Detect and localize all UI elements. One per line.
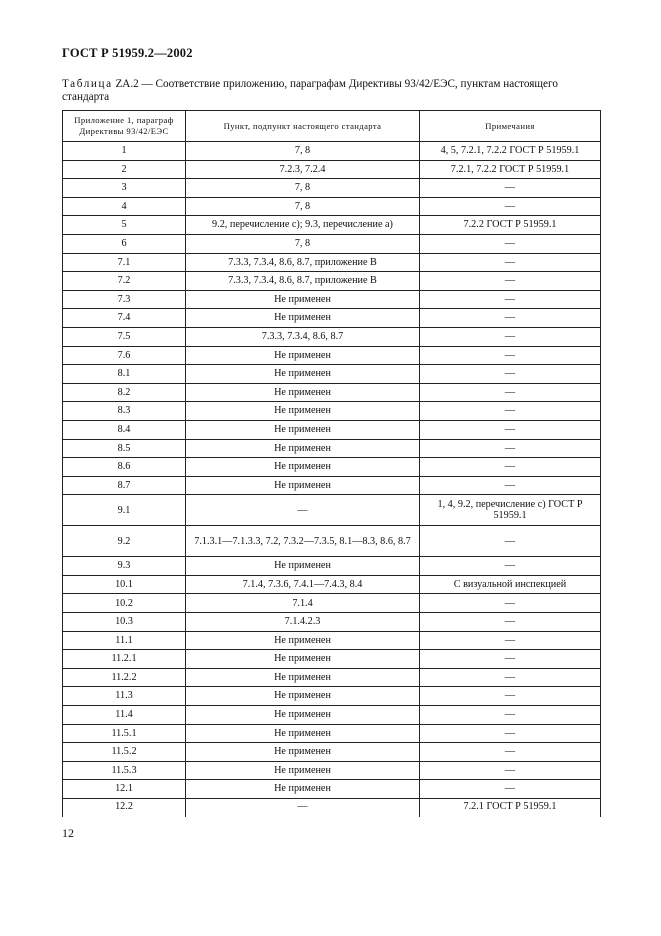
cell-standard-clause: Не применен <box>186 309 420 328</box>
cell-annex-paragraph: 11.4 <box>63 706 186 725</box>
table-row <box>63 476 601 495</box>
table-row <box>63 743 601 762</box>
cell-notes: — <box>420 631 601 650</box>
cell-standard-clause: Не применен <box>186 687 420 706</box>
cell-annex-paragraph: 6 <box>63 234 186 253</box>
cell-standard-clause: Не применен <box>186 476 420 495</box>
cell-notes: — <box>420 179 601 198</box>
cell-notes: — <box>420 476 601 495</box>
cell-annex-paragraph: 8.1 <box>63 365 186 384</box>
cell-annex-paragraph: 8.6 <box>63 458 186 477</box>
table-row <box>63 160 601 179</box>
cell-notes: — <box>420 197 601 216</box>
cell-annex-paragraph: 7.1 <box>63 253 186 272</box>
column-header-annex: Приложение 1, параграф Директивы 93/42/ЕЭС <box>63 111 186 142</box>
cell-notes: 1, 4, 9.2, перечисление с) ГОСТ Р 51959.1 <box>420 495 601 526</box>
cell-notes: — <box>420 458 601 477</box>
cell-notes: — <box>420 309 601 328</box>
cell-standard-clause: 7.1.4 <box>186 594 420 613</box>
cell-notes: — <box>420 743 601 762</box>
cell-notes: — <box>420 780 601 799</box>
table-row <box>63 458 601 477</box>
cell-notes: 7.2.1, 7.2.2 ГОСТ Р 51959.1 <box>420 160 601 179</box>
table-caption-lead: Таблица <box>62 78 113 90</box>
table-row <box>63 253 601 272</box>
cell-notes: — <box>420 557 601 576</box>
cell-standard-clause: Не применен <box>186 290 420 309</box>
cell-annex-paragraph: 7.2 <box>63 272 186 291</box>
cell-notes: С визуальной инспекцией <box>420 575 601 594</box>
cell-annex-paragraph: 9.2 <box>63 526 186 557</box>
table-row <box>63 420 601 439</box>
table-row <box>63 272 601 291</box>
cell-notes: — <box>420 761 601 780</box>
cell-standard-clause: Не применен <box>186 439 420 458</box>
table-row <box>63 780 601 799</box>
cell-standard-clause: 7.3.3, 7.3.4, 8.6, 8.7, приложение В <box>186 272 420 291</box>
cell-annex-paragraph: 12.2 <box>63 799 186 818</box>
table-row <box>63 799 601 818</box>
cell-standard-clause: Не применен <box>186 724 420 743</box>
cell-annex-paragraph: 7.3 <box>63 290 186 309</box>
cell-annex-paragraph: 8.7 <box>63 476 186 495</box>
cell-annex-paragraph: 10.3 <box>63 613 186 632</box>
table-row <box>63 668 601 687</box>
cell-standard-clause: Не применен <box>186 557 420 576</box>
cell-standard-clause: 7.1.4, 7.3.6, 7.4.1—7.4.3, 8.4 <box>186 575 420 594</box>
cell-annex-paragraph: 4 <box>63 197 186 216</box>
cell-standard-clause: Не применен <box>186 706 420 725</box>
cell-standard-clause: 9.2, перечисление с); 9.3, перечисление а) <box>186 216 420 235</box>
cell-standard-clause: Не применен <box>186 346 420 365</box>
cell-annex-paragraph: 7.4 <box>63 309 186 328</box>
cell-notes: — <box>420 687 601 706</box>
cell-notes: — <box>420 327 601 346</box>
table-row <box>63 495 601 526</box>
cell-notes: — <box>420 346 601 365</box>
cell-standard-clause: Не применен <box>186 458 420 477</box>
table-row <box>63 290 601 309</box>
cell-annex-paragraph: 10.1 <box>63 575 186 594</box>
table-row <box>63 724 601 743</box>
cell-notes: — <box>420 594 601 613</box>
cell-notes: — <box>420 365 601 384</box>
cell-standard-clause: Не применен <box>186 631 420 650</box>
table-row <box>63 197 601 216</box>
table-row <box>63 142 601 161</box>
cell-annex-paragraph: 2 <box>63 160 186 179</box>
cell-annex-paragraph: 11.5.2 <box>63 743 186 762</box>
cell-notes: — <box>420 234 601 253</box>
page-number: 12 <box>62 826 74 840</box>
cell-standard-clause: Не применен <box>186 650 420 669</box>
table-row <box>63 383 601 402</box>
cell-annex-paragraph: 8.4 <box>63 420 186 439</box>
cell-standard-clause: 7.1.4.2.3 <box>186 613 420 632</box>
cell-standard-clause: 7.2.3, 7.2.4 <box>186 160 420 179</box>
cell-notes: — <box>420 706 601 725</box>
cell-annex-paragraph: 11.1 <box>63 631 186 650</box>
table-row <box>63 327 601 346</box>
column-header-notes: Примечания <box>420 111 601 142</box>
cell-annex-paragraph: 9.3 <box>63 557 186 576</box>
table-row <box>63 234 601 253</box>
column-header-clause: Пункт, подпункт настоящего стандарта <box>186 111 420 142</box>
table-row <box>63 365 601 384</box>
table-row <box>63 402 601 421</box>
table-row <box>63 594 601 613</box>
cell-annex-paragraph: 3 <box>63 179 186 198</box>
cell-annex-paragraph: 1 <box>63 142 186 161</box>
table-caption-text: ZA.2 — Соответствие приложению, параграфам Директивы 93/42/ЕЭС, пунктам настоящего стандарта <box>62 78 558 103</box>
table-row <box>63 439 601 458</box>
cell-notes: — <box>420 383 601 402</box>
cell-annex-paragraph: 8.3 <box>63 402 186 421</box>
cell-standard-clause: 7.1.3.1—7.1.3.3, 7.2, 7.3.2—7.3.5, 8.1—8.3, 8.6, 8.7 <box>186 526 420 557</box>
cell-standard-clause: 7, 8 <box>186 142 420 161</box>
cell-standard-clause: Не применен <box>186 668 420 687</box>
document-header: ГОСТ Р 51959.2—2002 <box>62 46 193 60</box>
cell-notes: — <box>420 253 601 272</box>
cell-standard-clause: — <box>186 495 420 526</box>
cell-annex-paragraph: 7.6 <box>63 346 186 365</box>
table-row <box>63 687 601 706</box>
cell-standard-clause: Не применен <box>186 743 420 762</box>
cell-notes: — <box>420 613 601 632</box>
cell-standard-clause: Не применен <box>186 402 420 421</box>
cell-annex-paragraph: 12.1 <box>63 780 186 799</box>
cell-notes: — <box>420 650 601 669</box>
cell-annex-paragraph: 11.2.2 <box>63 668 186 687</box>
cell-annex-paragraph: 10.2 <box>63 594 186 613</box>
cell-standard-clause: Не применен <box>186 780 420 799</box>
table-caption <box>62 78 602 104</box>
cell-notes: — <box>420 526 601 557</box>
correspondence-table <box>62 110 601 817</box>
cell-standard-clause: — <box>186 799 420 818</box>
cell-annex-paragraph: 7.5 <box>63 327 186 346</box>
cell-annex-paragraph: 8.2 <box>63 383 186 402</box>
cell-notes: — <box>420 272 601 291</box>
cell-notes: 4, 5, 7.2.1, 7.2.2 ГОСТ Р 51959.1 <box>420 142 601 161</box>
table-body <box>63 142 601 818</box>
cell-annex-paragraph: 8.5 <box>63 439 186 458</box>
cell-annex-paragraph: 11.3 <box>63 687 186 706</box>
cell-annex-paragraph: 11.5.3 <box>63 761 186 780</box>
table-row <box>63 557 601 576</box>
cell-standard-clause: Не применен <box>186 761 420 780</box>
cell-notes: — <box>420 724 601 743</box>
cell-standard-clause: 7.3.3, 7.3.4, 8.6, 8.7 <box>186 327 420 346</box>
table-row <box>63 613 601 632</box>
table-row <box>63 706 601 725</box>
table-row <box>63 631 601 650</box>
cell-annex-paragraph: 9.1 <box>63 495 186 526</box>
table-row <box>63 650 601 669</box>
cell-standard-clause: 7, 8 <box>186 197 420 216</box>
cell-standard-clause: Не применен <box>186 420 420 439</box>
cell-standard-clause: 7, 8 <box>186 179 420 198</box>
cell-standard-clause: 7.3.3, 7.3.4, 8.6, 8.7, приложение В <box>186 253 420 272</box>
table-row <box>63 179 601 198</box>
cell-annex-paragraph: 11.5.1 <box>63 724 186 743</box>
cell-notes: 7.2.1 ГОСТ Р 51959.1 <box>420 799 601 818</box>
table-row <box>63 216 601 235</box>
cell-annex-paragraph: 5 <box>63 216 186 235</box>
cell-notes: — <box>420 420 601 439</box>
cell-notes: — <box>420 290 601 309</box>
table-row <box>63 761 601 780</box>
table-row <box>63 309 601 328</box>
cell-notes: — <box>420 668 601 687</box>
cell-notes: — <box>420 402 601 421</box>
table-row <box>63 346 601 365</box>
table-row <box>63 575 601 594</box>
table-row <box>63 526 601 557</box>
cell-standard-clause: Не применен <box>186 365 420 384</box>
cell-notes: — <box>420 439 601 458</box>
cell-standard-clause: 7, 8 <box>186 234 420 253</box>
table-header-row <box>63 111 601 142</box>
cell-annex-paragraph: 11.2.1 <box>63 650 186 669</box>
cell-notes: 7.2.2 ГОСТ Р 51959.1 <box>420 216 601 235</box>
cell-standard-clause: Не применен <box>186 383 420 402</box>
